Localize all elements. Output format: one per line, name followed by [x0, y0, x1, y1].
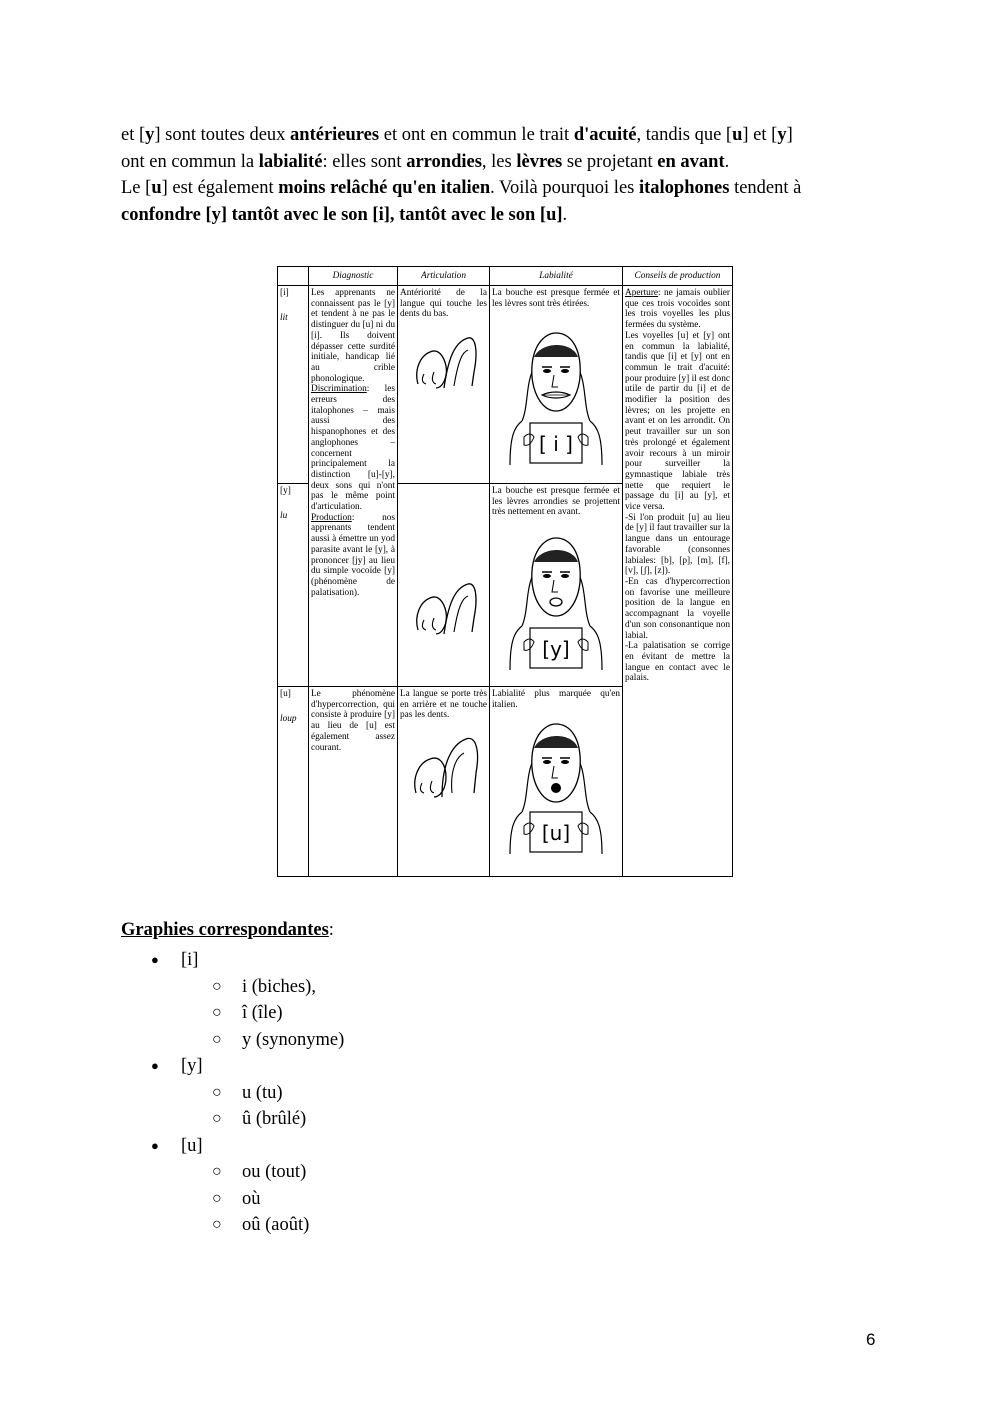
- list-item: ● [u] ○ ou (tout) ○ où ○ oû (août): [121, 1133, 521, 1239]
- intro-line-1: et [y] sont toutes deux antérieures et ont en commun le trait d'acuité, tandis que [u] et [y]: [121, 125, 793, 145]
- labialite-u: Labialité plus marquée qu'en italien. [u]: [490, 687, 623, 877]
- header-diagnostic: Diagnostic: [309, 267, 398, 286]
- articulation-u: La langue se porte très en arrière et ne touche pas les dents.: [398, 687, 490, 877]
- list-item: ○ u (tu): [181, 1080, 521, 1107]
- list-item: ○ î (île): [181, 1000, 521, 1027]
- header-articulation: Articulation: [398, 267, 490, 286]
- card-y-label: [y]: [542, 637, 570, 662]
- diagnostic-main: Les apprenants ne connaissent pas le [y] et tendent à ne pas le distinguer du [u] ni du [i]. Ils doivent dépasser cette surdité initiale, handicap lié au crible phonologique. Discrimination: les erreurs des italophones – mais aussi des hispanophones et des anglophones – concernent principalement la distinction [u]-[y], deux sons qui n'ont pas le même point d'articulation. Production: nos apprenants tendent aussi à émettre un yod parasite avant le [y], à prononcer [jy] au lieu du simple vocoïde [y] (phénomène de palatisation).: [309, 286, 398, 687]
- list-item: ○ û (brûlé): [181, 1106, 521, 1133]
- graphies-list: [121, 947, 521, 1239]
- table-row-i: [278, 286, 733, 484]
- intro-line-4: confondre [y] tantôt avec le son [i], tantôt avec le son [u].: [121, 204, 568, 225]
- labialite-i: La bouche est presque fermée et les lèvres sont très étirées. [ i ]: [490, 286, 623, 484]
- card-u-label: [u]: [541, 821, 571, 846]
- face-rounded-lips-icon: [502, 526, 610, 672]
- header-empty: [278, 267, 309, 286]
- graphies-section: [121, 920, 345, 1235]
- list-item: ○ i (biches),: [181, 974, 521, 1001]
- tongue-position-front-rounded-icon: [404, 572, 484, 642]
- list-item: ● [y] ○ u (tu) ○ û (brûlé): [121, 1053, 521, 1133]
- articulation-i: Antériorité de la langue qui touche les dents du bas.: [398, 286, 490, 484]
- header-labialite: Labialité: [490, 267, 623, 286]
- graphies-heading: Graphies correspondantes:: [121, 920, 334, 940]
- phonetics-figure: [277, 266, 732, 877]
- sublist: [181, 1080, 521, 1133]
- list-item: ○ oû (août): [181, 1212, 521, 1239]
- list-item: ○ ou (tout): [181, 1159, 521, 1186]
- articulation-y: [398, 484, 490, 687]
- row-label-i: [i] lit: [278, 286, 309, 484]
- face-spread-lips-icon: [502, 317, 610, 467]
- tongue-position-front-icon: [404, 326, 484, 396]
- card-i-label: [ i ]: [539, 432, 573, 457]
- page-number: 6: [866, 1330, 876, 1349]
- tongue-position-back-icon: [404, 727, 484, 807]
- diagnostic-u: Le phénomène d'hypercorrection, qui consiste à produire [y] au lieu de [u] est également assez courant.: [309, 687, 398, 877]
- list-item: ○ où: [181, 1186, 521, 1213]
- conseils-cell: Aperture: ne jamais oublier que ces trois vocoïdes sont les trois voyelles les plus fermées du système. Les voyelles [u] et [y] ont en commun la labialité, tandis que [i] et [y] ont en commun le trait d'acuité: pour produire [y] il est donc utile de partir du [i] et de modifier la position des lèvres; on les projette en avant et on les arrondit. On peut travailler sur un son très prolongé et également avoir recours à un miroir pour surveiller la gymnastique labiale très nette que requiert le passage du [i] au [y], et vice versa. -Si l'on produit [u] au lieu de [y] il faut travailler sur la langue dans un entourage favorable (consonnes labiales: [b], [p], [m], [f], [v], [ʃ], [z]). -En cas d'hypercorrection on favorise une meilleure position de la langue en accompagnant la voyelle d'un son consonantique non labial. -La palatisation se corrige en évitant de mettre la langue en contact avec le palais.: [623, 286, 733, 877]
- list-item: ○ y (synonyme): [181, 1027, 521, 1054]
- phonetics-table: [277, 266, 733, 877]
- face-protruded-lips-icon: [502, 716, 610, 856]
- row-label-y: [y] lu: [278, 484, 309, 687]
- intro-line-3: Le [u] est également moins relâché qu'en italien. Voilà pourquoi les italophones tendent à: [121, 178, 802, 198]
- list-item: ● [i] ○ i (biches), ○ î (île) ○ y (synonyme): [121, 947, 521, 1053]
- intro-line-2: ont en commun la labialité: elles sont arrondies, les lèvres se projetant en avant.: [121, 151, 730, 172]
- table-header-row: [278, 267, 733, 286]
- labialite-y: La bouche est presque fermée et les lèvres arrondies se projettent très nettement en avant. [y]: [490, 484, 623, 687]
- sublist: [181, 974, 521, 1054]
- sublist: [181, 1159, 521, 1239]
- intro-paragraph: [121, 122, 881, 228]
- header-conseils: Conseils de production: [623, 267, 733, 286]
- row-label-u: [u] loup: [278, 687, 309, 877]
